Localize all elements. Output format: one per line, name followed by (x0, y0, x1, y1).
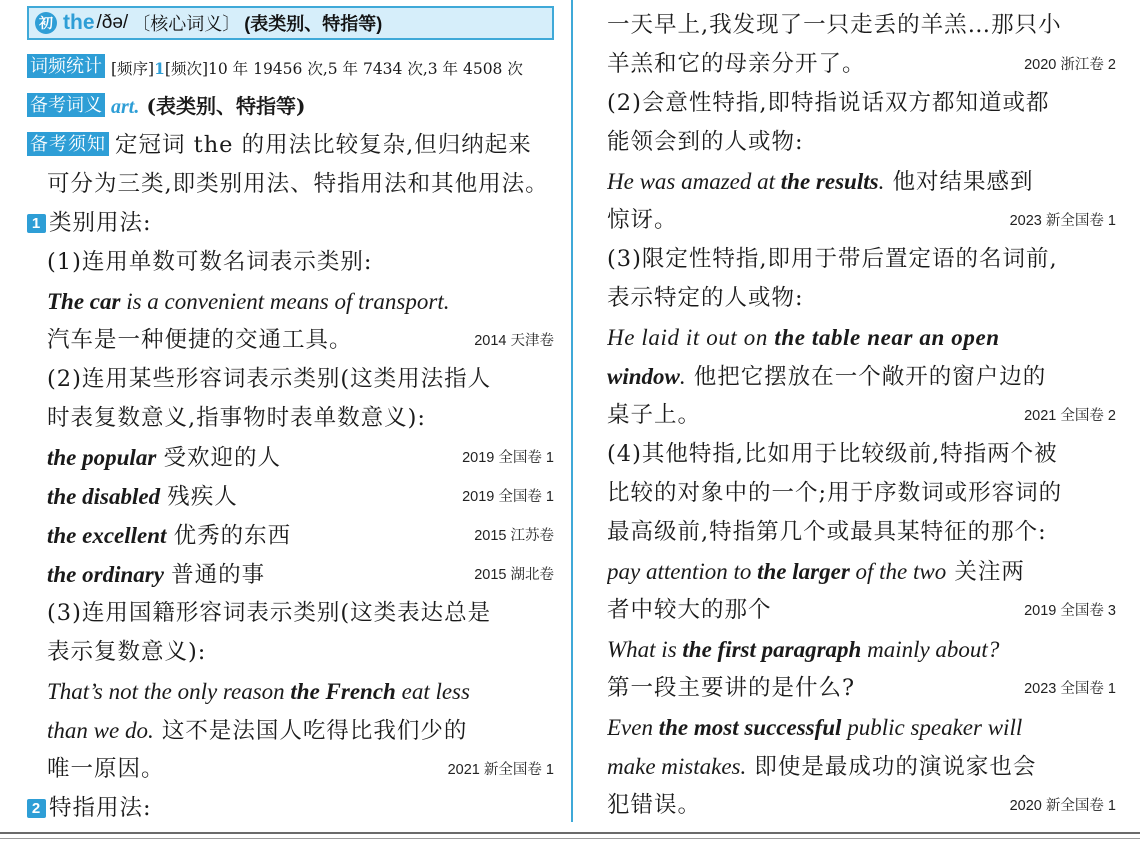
source-label: 2023 全国卷 1 (1024, 681, 1116, 697)
rule-3-line-1: (3)连用国籍形容词表示类别(这类表达总是 (47, 600, 492, 626)
source-label: 2019 全国卷 1 (462, 489, 554, 505)
meaning-line (27, 87, 554, 126)
section-1-heading (27, 204, 554, 243)
section-number-1: 1 (27, 214, 46, 233)
source-label: 2020 新全国卷 1 (1009, 798, 1116, 814)
rule-3-line-2: 表示复数意义): (47, 639, 207, 665)
section-title-1: 类别用法: (49, 210, 152, 236)
example-3: That’s not the only reason the French eat less (47, 679, 470, 704)
continued-translation-1: 一天早上,我发现了一只走丢的羊羔…那只小 (607, 12, 1062, 38)
section-number-2: 2 (27, 799, 46, 818)
example-1-translation: 汽车是一种便捷的交通工具。 2014 天津卷 (27, 321, 554, 360)
source-label: 2020 浙江卷 2 (1024, 57, 1116, 73)
example-r3-line-2: window. 他把它摆放在一个敞开的窗户边的 (607, 364, 1047, 390)
frequency-tag: 词频统计 (27, 54, 105, 78)
entry-header (27, 6, 554, 40)
rule-2-line-1: (2)连用某些形容词表示类别(这类用法指人 (47, 366, 492, 392)
example-r6-line-3: 犯错误。 2020 新全国卷 1 (607, 786, 1116, 825)
frequency-text: [频次]10 年 19456 次,5 年 7434 次,3 年 4508 次 (164, 60, 523, 78)
example-r5: What is the first paragraph mainly about? (607, 637, 1000, 662)
phonetic: /ðə/ (96, 12, 129, 33)
word-example: the popular 受欢迎的人 2019 全国卷 1 (27, 438, 554, 477)
frequency-line (27, 48, 554, 87)
example-r6-line-2: make mistakes. 即使是最成功的演说家也会 (607, 754, 1037, 780)
order-value: 1 (154, 59, 165, 78)
example-r2: He was amazed at the results. 他对结果感到 (607, 169, 1034, 195)
source-label: 2019 全国卷 3 (1024, 603, 1116, 619)
headword: the (63, 11, 95, 34)
continued-translation-2: 羊羔和它的母亲分开了。 2020 浙江卷 2 (607, 45, 1116, 84)
example-r5-translation: 第一段主要讲的是什么? 2023 全国卷 1 (607, 669, 1116, 708)
order-label: [频序] (111, 60, 155, 78)
bottom-rule (0, 832, 1140, 834)
notice-line-2: 可分为三类,即类别用法、特指用法和其他用法。 (47, 171, 549, 197)
level-badge: 初 (35, 12, 57, 34)
source-label: 2023 新全国卷 1 (1009, 213, 1116, 229)
notice-line-1 (27, 126, 554, 165)
notice-tag: 备考须知 (27, 132, 109, 156)
example-3-line-3: 唯一原因。 2021 新全国卷 1 (27, 750, 554, 789)
source-label: 2014 天津卷 (474, 333, 554, 349)
source-label: 2021 新全国卷 1 (447, 762, 554, 778)
rule-r2-line-2: 能领会到的人或物: (607, 129, 804, 155)
meaning-tag: 备考词义 (27, 93, 105, 117)
left-column (27, 0, 554, 830)
example-r4: pay attention to the larger of the two 关注两 (607, 559, 1025, 585)
rule-1: (1)连用单数可数名词表示类别: (47, 249, 373, 275)
rule-r4-line-2: 比较的对象中的一个;用于序数词或形容词的 (607, 480, 1063, 506)
section-2-heading (27, 789, 554, 828)
core-meaning: (表类别、特指等) (244, 14, 383, 34)
example-3-line-2: than we do. 这不是法国人吃得比我们少的 (47, 718, 468, 744)
rule-2-line-2: 时表复数意义,指事物时表单数意义): (47, 405, 427, 431)
meaning-text: (表类别、特指等) (146, 94, 306, 118)
example-r4-line-2: 者中较大的那个 2019 全国卷 3 (607, 591, 1116, 630)
example-r6: Even the most successful public speaker will (607, 715, 1023, 740)
section-title-2: 特指用法: (49, 795, 152, 821)
source-label: 2015 江苏卷 (474, 528, 554, 544)
source-label: 2021 全国卷 2 (1024, 408, 1116, 424)
word-example: the disabled 残疾人 2019 全国卷 1 (27, 477, 554, 516)
rule-r3-line-1: (3)限定性特指,即用于带后置定语的名词前, (607, 246, 1058, 272)
notice-text-1: 定冠词 the 的用法比较复杂,但归纳起来 (115, 132, 532, 158)
word-example: the ordinary 普通的事 2015 湖北卷 (27, 555, 554, 594)
core-meaning-label: 〔核心词义〕 (132, 14, 241, 34)
rule-r3-line-2: 表示特定的人或物: (607, 285, 804, 311)
part-of-speech: art. (111, 96, 140, 118)
source-label: 2015 湖北卷 (474, 567, 554, 583)
column-divider (571, 0, 573, 822)
rule-r2-line-1: (2)会意性特指,即特指说话双方都知道或都 (607, 90, 1050, 116)
example-r3: He laid it out on the table near an open (607, 325, 1000, 350)
rule-r4-line-3: 最高级前,特指第几个或最具某特征的那个: (607, 519, 1047, 545)
example-1: The car is a convenient means of transport. (47, 289, 450, 314)
right-column (607, 0, 1116, 830)
example-r2-line-2: 惊讶。 2023 新全国卷 1 (607, 201, 1116, 240)
example-r3-line-3: 桌子上。 2021 全国卷 2 (607, 396, 1116, 435)
rule-r4-line-1: (4)其他特指,比如用于比较级前,特指两个被 (607, 441, 1058, 467)
source-label: 2019 全国卷 1 (462, 450, 554, 466)
bottom-rule-thin (0, 838, 1140, 839)
word-example: the excellent 优秀的东西 2015 江苏卷 (27, 516, 554, 555)
